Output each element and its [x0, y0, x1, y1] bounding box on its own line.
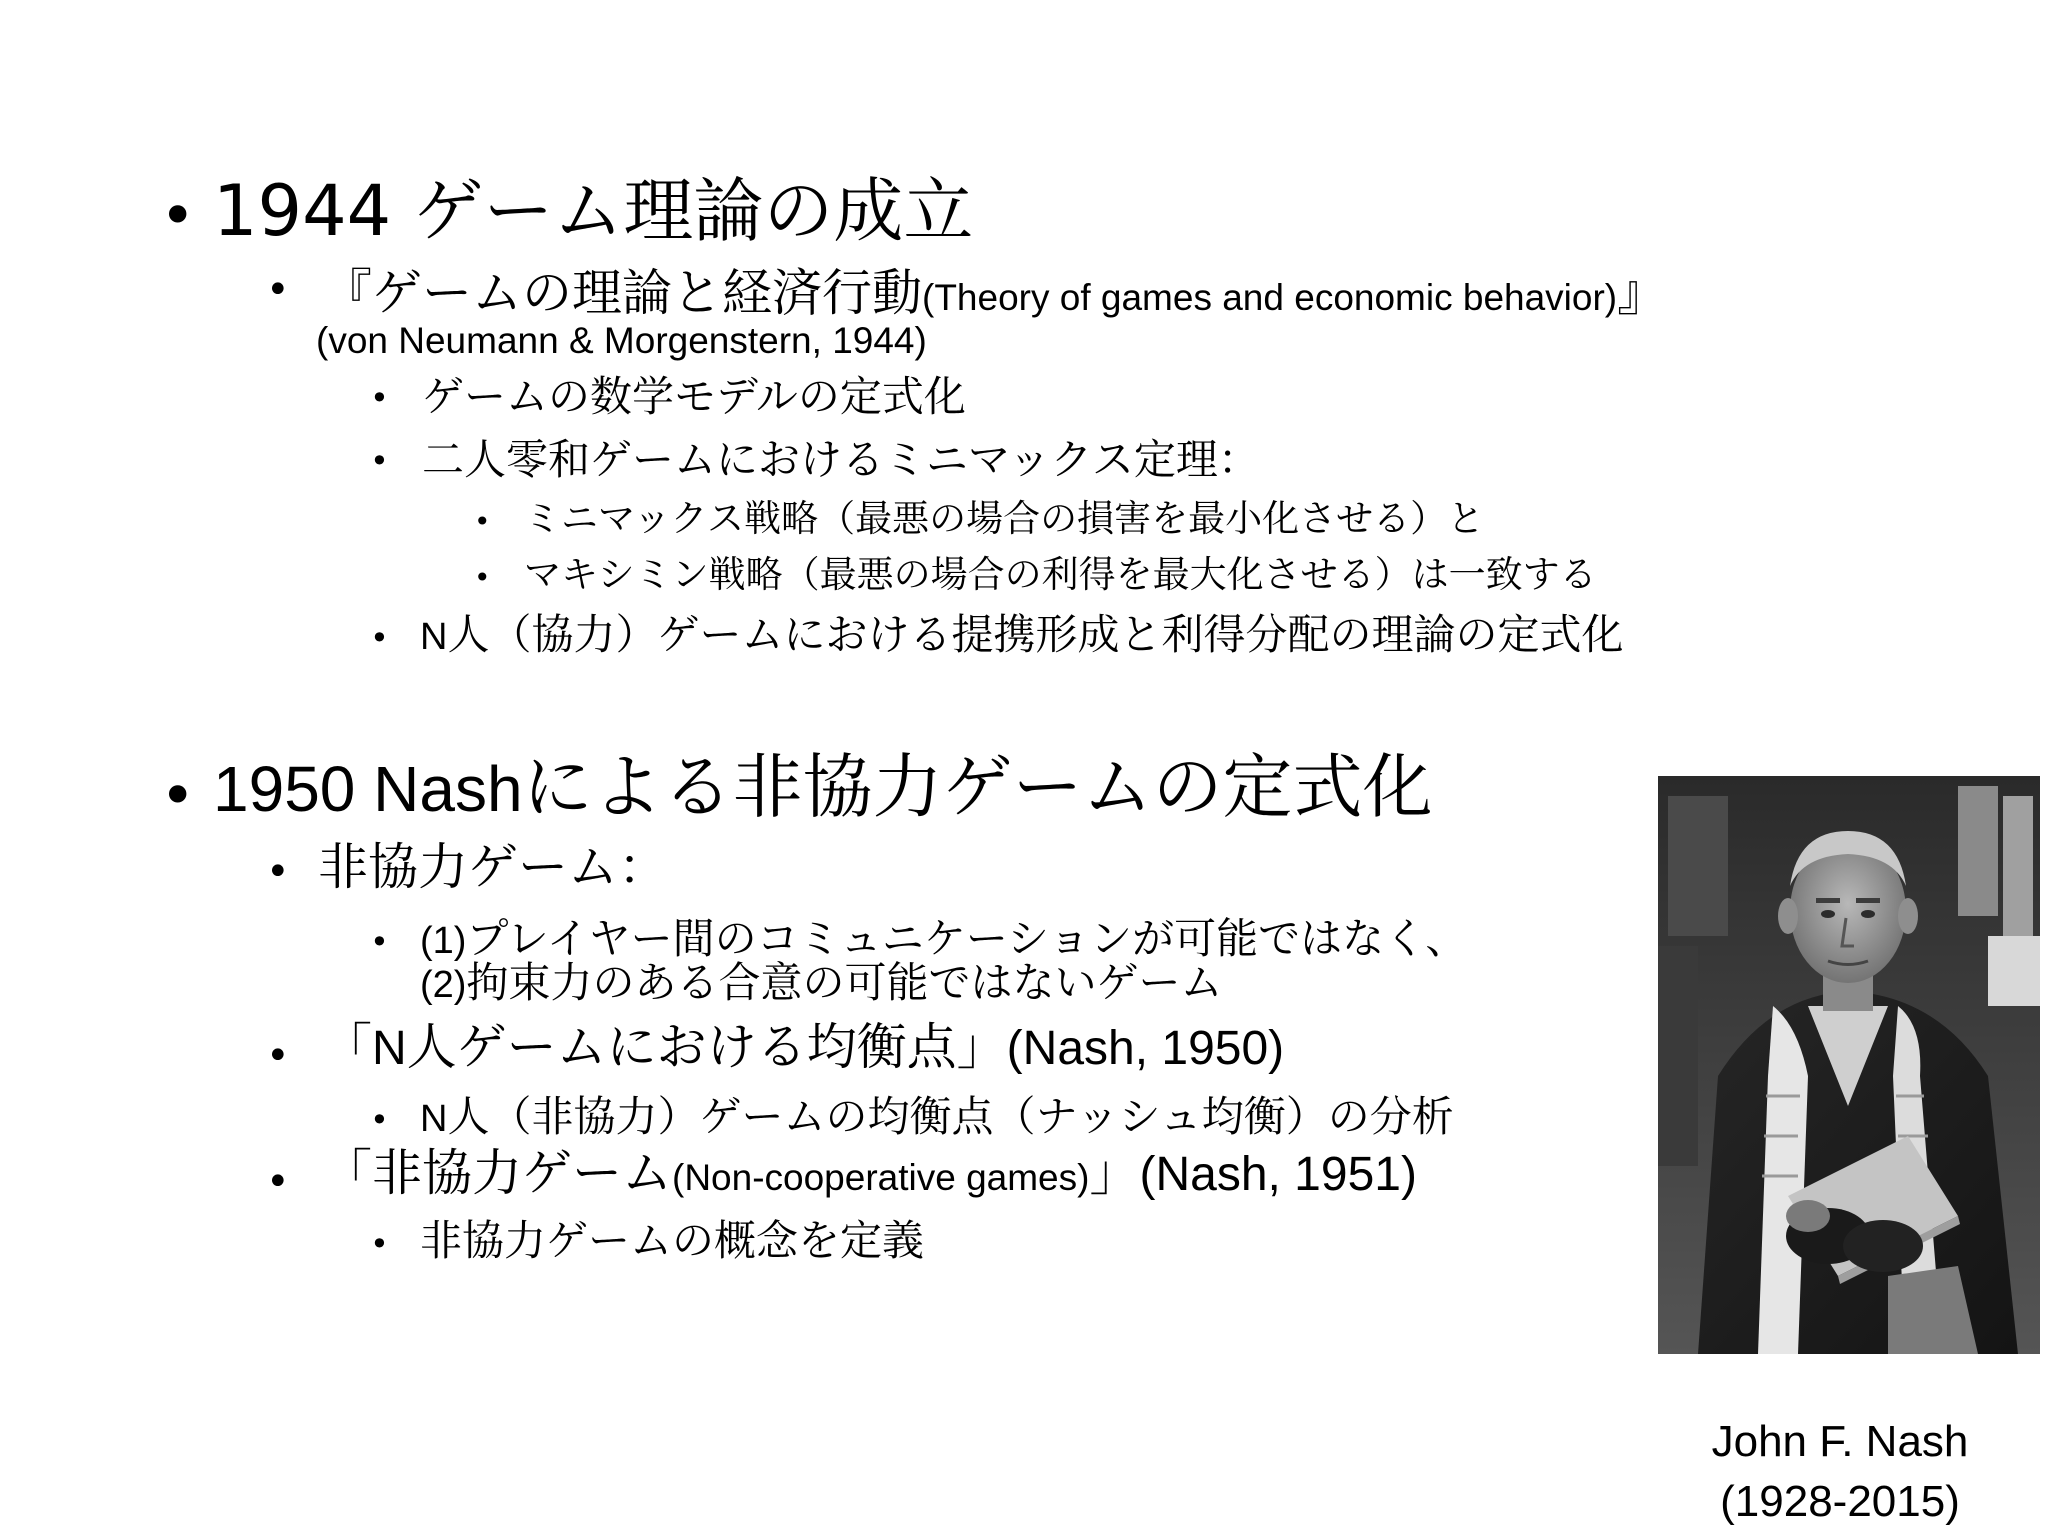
bullet: •	[266, 1159, 290, 1205]
nash-equilibrium-analysis	[420, 1092, 1454, 1141]
point-n-person-coop-text: 人（協力）ゲームにおける提携形成と利得分配の理論の定式化	[447, 610, 1624, 659]
book-title-jp: 『ゲームの理論と経済行動	[322, 264, 922, 322]
paper-1951-title	[322, 1144, 1417, 1202]
paper-1951-jp: 「非協力ゲーム	[322, 1144, 672, 1202]
book-title-en: (Theory of games and economic behavior)	[922, 277, 1618, 318]
portrait-photo-icon	[1658, 776, 2040, 1354]
point-math-model: ゲームの数学モデルの定式化	[422, 372, 966, 421]
bullet: •	[160, 761, 196, 831]
book-title	[322, 264, 1668, 322]
heading-1950-year: 1950 Nash	[213, 753, 523, 825]
bullet: •	[370, 379, 389, 417]
n-letter: N	[420, 1098, 448, 1140]
def-label: 非協力ゲーム：	[318, 838, 668, 896]
caption-name: John F. Nash	[1711, 1417, 1969, 1466]
bullet: •	[266, 1033, 290, 1079]
nash-equilibrium-analysis-text: 人（非協力）ゲームの均衡点（ナッシュ均衡）の分析	[447, 1092, 1454, 1141]
paper-1950-title	[322, 1018, 1285, 1076]
bullet: •	[474, 505, 491, 538]
paper-1951-close: 」	[1089, 1144, 1140, 1202]
noncoop-concept-definition: 非協力ゲームの概念を定義	[420, 1216, 925, 1265]
book-citation: (von Neumann & Morgenstern, 1944)	[316, 320, 927, 361]
bullet: •	[370, 923, 389, 961]
paper-1951-en: (Non-cooperative games)	[672, 1157, 1090, 1198]
paper-1950-n: N	[372, 1022, 407, 1075]
heading-1950	[213, 746, 1433, 828]
def-text-2: 拘束力のある合意の可能ではないゲーム	[466, 958, 1223, 1007]
subpoint-maximin: マキシミン戦略（最悪の場合の利得を最大化させる）は一致する	[524, 553, 1597, 596]
point-minimax-theorem: 二人零和ゲームにおけるミニマックス定理：	[422, 435, 1260, 484]
book-title-close: 』	[1617, 264, 1668, 322]
heading-1944: 1944 ゲーム理論の成立	[213, 170, 974, 252]
caption-years: (1928-2015)	[1720, 1477, 1960, 1526]
subpoint-minimax: ミニマックス戦略（最悪の場合の損害を最小化させる）と	[524, 497, 1485, 540]
def-num-1: (1)	[420, 920, 467, 962]
def-line-2	[420, 958, 1223, 1007]
bullet: •	[266, 267, 290, 313]
bullet: •	[474, 561, 491, 594]
bullet: •	[370, 1101, 389, 1139]
point-n-person-coop	[420, 610, 1624, 659]
bullet: •	[160, 181, 196, 251]
bullet: •	[370, 442, 389, 480]
def-text-1: プレイヤー間のコミュニケーションが可能ではなく、	[466, 914, 1468, 963]
def-num-2: (2)	[420, 964, 467, 1006]
n-letter: N	[420, 616, 448, 658]
paper-1951-cite: (Nash, 1951)	[1139, 1148, 1417, 1201]
def-line-1	[420, 914, 1468, 963]
heading-1950-rest: による非協力ゲームの定式化	[522, 746, 1433, 828]
paper-1950-jp: 人ゲームにおける均衡点」	[406, 1018, 1007, 1076]
bullet: •	[370, 619, 389, 657]
bullet: •	[266, 849, 290, 895]
paper-1950-cite: (Nash, 1950)	[1006, 1022, 1285, 1075]
paper-1950-open: 「	[322, 1018, 372, 1076]
bullet: •	[370, 1225, 389, 1263]
